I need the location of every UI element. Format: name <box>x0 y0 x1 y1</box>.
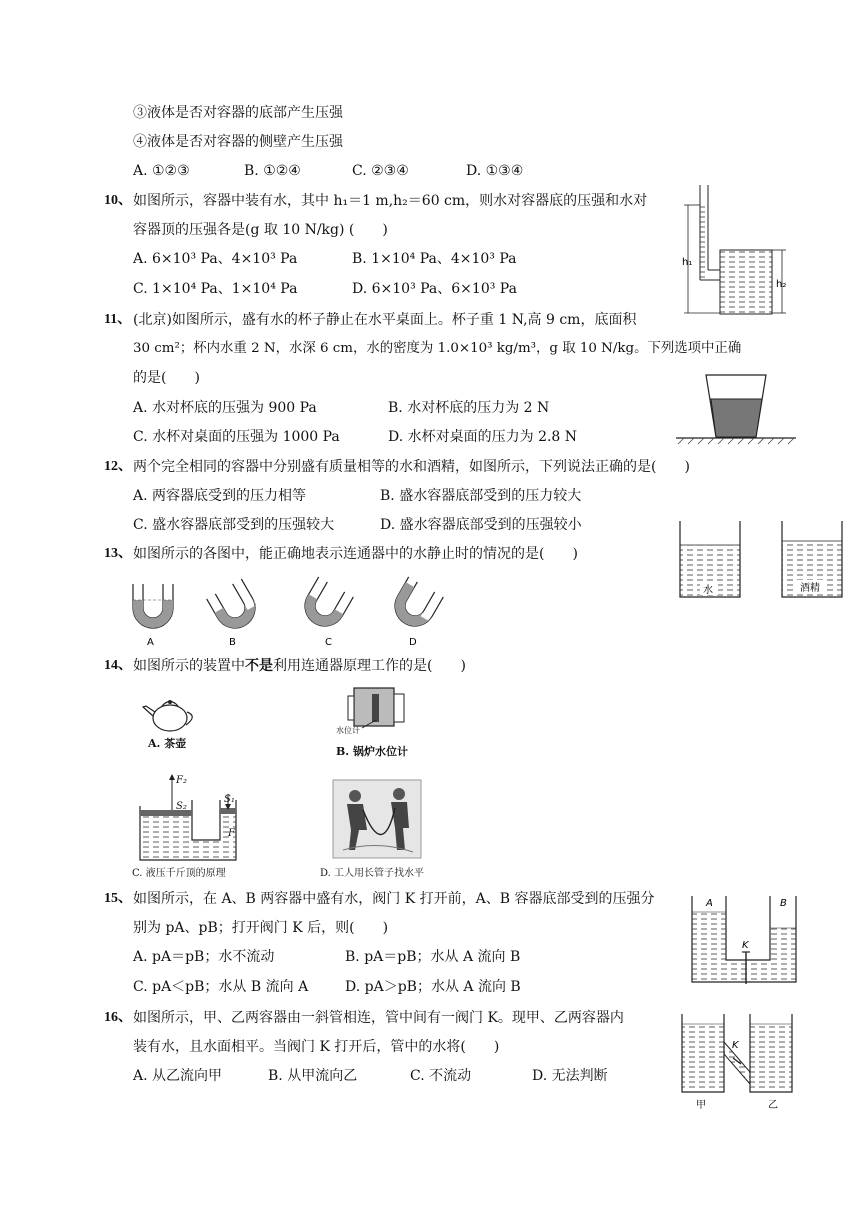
q14-f2-label: F₂ <box>176 775 187 786</box>
q13-tube-a <box>133 584 173 648</box>
q15-figure <box>690 892 800 987</box>
q16-label-k: K <box>732 1040 739 1051</box>
q10-option-d: D. 6×10³ Pa、6×10³ Pa <box>352 281 517 297</box>
q16-option-d: D. 无法判断 <box>532 1068 608 1084</box>
q15-number: 15、 <box>104 891 132 906</box>
q10-option-c: C. 1×10⁴ Pa、1×10⁴ Pa <box>133 281 298 297</box>
q11-cup-figure <box>676 372 796 452</box>
q13-label-b: B <box>229 637 236 648</box>
q9-option-a: A. ①②③ <box>133 163 190 179</box>
q12-containers-figure <box>676 518 846 602</box>
q10-option-a: A. 6×10³ Pa、4×10³ Pa <box>133 251 298 267</box>
q14-stem-part2: 利用连通器原理工作的是( ) <box>273 658 466 674</box>
q14-number: 14、 <box>104 658 132 673</box>
q15-label-b: B <box>780 898 787 909</box>
q15-option-d: D. pA＞pB；水从 A 流向 B <box>345 979 521 995</box>
q9-line4: ④液体是否对容器的侧壁产生压强 <box>133 134 343 150</box>
q14-workers-figure <box>333 780 421 858</box>
q12-water-label: 水 <box>703 585 713 596</box>
q16-label-yi: 乙 <box>768 1100 778 1111</box>
q11-stem-line1: (北京)如图所示，盛有水的杯子静止在水平桌面上。杯子重 1 N,高 9 cm，底面积 <box>133 312 637 328</box>
q11-option-c: C. 水杯对桌面的压强为 1000 Pa <box>133 429 340 445</box>
q15-stem-line2: 别为 pA、pB；打开阀门 K 后，则( ) <box>133 920 389 936</box>
q13-label-c: C <box>325 637 332 648</box>
q13-u-tubes-figure <box>125 578 455 648</box>
q12-option-d: D. 盛水容器底部受到的压强较小 <box>380 517 582 533</box>
q10-stem-line2: 容器顶的压强各是(g 取 10 N/kg) ( ) <box>133 222 388 238</box>
q11-stem-line2: 30 cm²；杯内水重 2 N，水深 6 cm，水的密度为 1.0×10³ kg/m³，g 取 10 N/kg。下列选项中正确 <box>133 341 742 356</box>
q13-label-d: D <box>409 637 417 648</box>
q14-caption-a: A. 茶壶 <box>148 737 187 750</box>
q10-h1-label: h₁ <box>682 257 693 268</box>
q14-caption-d: D. 工人用长管子找水平 <box>320 868 425 879</box>
q12-option-b: B. 盛水容器底部受到的压力较大 <box>380 488 582 504</box>
q11-stem-line3: 的是( ) <box>133 370 200 386</box>
q16-stem-line1: 如图所示，甲、乙两容器由一斜管相连，管中间有一阀门 K。现甲、乙两容器内 <box>133 1010 624 1026</box>
q12-number: 12、 <box>104 459 132 474</box>
q15-stem-line1: 如图所示，在 A、B 两容器中盛有水，阀门 K 打开前，A、B 容器底部受到的压强分 <box>133 891 655 907</box>
q10-option-b: B. 1×10⁴ Pa、4×10³ Pa <box>352 251 517 267</box>
q12-option-c: C. 盛水容器底部受到的压强较大 <box>133 517 335 533</box>
q10-figure <box>678 185 796 320</box>
q12-option-a: A. 两容器底受到的压力相等 <box>133 488 307 504</box>
q14-teapot-figure <box>140 694 200 734</box>
q15-option-a: A. pA＝pB；水不流动 <box>133 949 275 965</box>
q13-tube-d <box>388 577 444 633</box>
q9-option-c: C. ②③④ <box>352 163 409 179</box>
q14-stem-line1 <box>133 656 466 676</box>
q13-stem-line1: 如图所示的各图中，能正确地表示连通器中的水静止时的情况的是( ) <box>133 546 578 562</box>
q16-label-jia: 甲 <box>696 1100 706 1111</box>
q15-option-b: B. pA＝pB；水从 A 流向 B <box>345 949 521 965</box>
q9-option-b: B. ①②④ <box>244 163 301 179</box>
q11-option-a: A. 水对杯底的压强为 900 Pa <box>133 400 317 416</box>
q16-option-c: C. 不流动 <box>410 1068 472 1084</box>
q14-stem-part1: 如图所示的装置中 <box>133 658 245 674</box>
q14-caption-b: B. 锅炉水位计 <box>336 745 408 758</box>
q10-h2-label: h₂ <box>776 279 787 290</box>
q14-gauge-small-label: 水位计 <box>336 726 360 735</box>
q9-line3: ③液体是否对容器的底部产生压强 <box>133 105 343 121</box>
q13-number: 13、 <box>104 546 132 561</box>
q15-label-a: A <box>706 898 713 909</box>
q9-option-d: D. ①③④ <box>466 163 524 179</box>
q16-figure <box>678 1010 798 1110</box>
q16-option-b: B. 从甲流向乙 <box>268 1068 358 1084</box>
q16-number: 16、 <box>104 1010 132 1025</box>
q15-label-k: K <box>742 940 749 951</box>
q11-option-d: D. 水杯对桌面的压力为 2.8 N <box>388 429 578 445</box>
q12-stem-line1: 两个完全相同的容器中分别盛有质量相等的水和酒精，如图所示，下列说法正确的是( ) <box>133 459 690 475</box>
q13-tube-c <box>298 577 354 633</box>
q11-option-b: B. 水对杯底的压力为 2 N <box>388 400 550 416</box>
q15-option-c: C. pA＜pB；水从 B 流向 A <box>133 979 309 995</box>
q14-s1-label: S₁ <box>224 794 235 805</box>
q14-s2-label: S₂ <box>176 801 187 812</box>
q11-number: 11、 <box>104 312 132 327</box>
q16-option-a: A. 从乙流向甲 <box>133 1068 223 1084</box>
q14-caption-c: C. 液压千斤顶的原理 <box>132 868 226 879</box>
q10-number: 10、 <box>104 193 132 208</box>
q14-f1-label: F <box>228 828 235 839</box>
q14-stem-emphasis: 不是 <box>245 658 273 674</box>
q10-stem-line1: 如图所示，容器中装有水，其中 h₁＝1 m,h₂＝60 cm，则水对容器底的压强和水对 <box>133 193 648 209</box>
q14-hydraulic-figure <box>132 770 242 865</box>
q13-label-a: A <box>147 637 154 648</box>
q12-alcohol-label: 酒精 <box>800 583 820 594</box>
q16-stem-line2: 装有水，且水面相平。当阀门 K 打开后，管中的水将( ) <box>133 1039 500 1055</box>
q13-tube-b <box>207 579 263 635</box>
